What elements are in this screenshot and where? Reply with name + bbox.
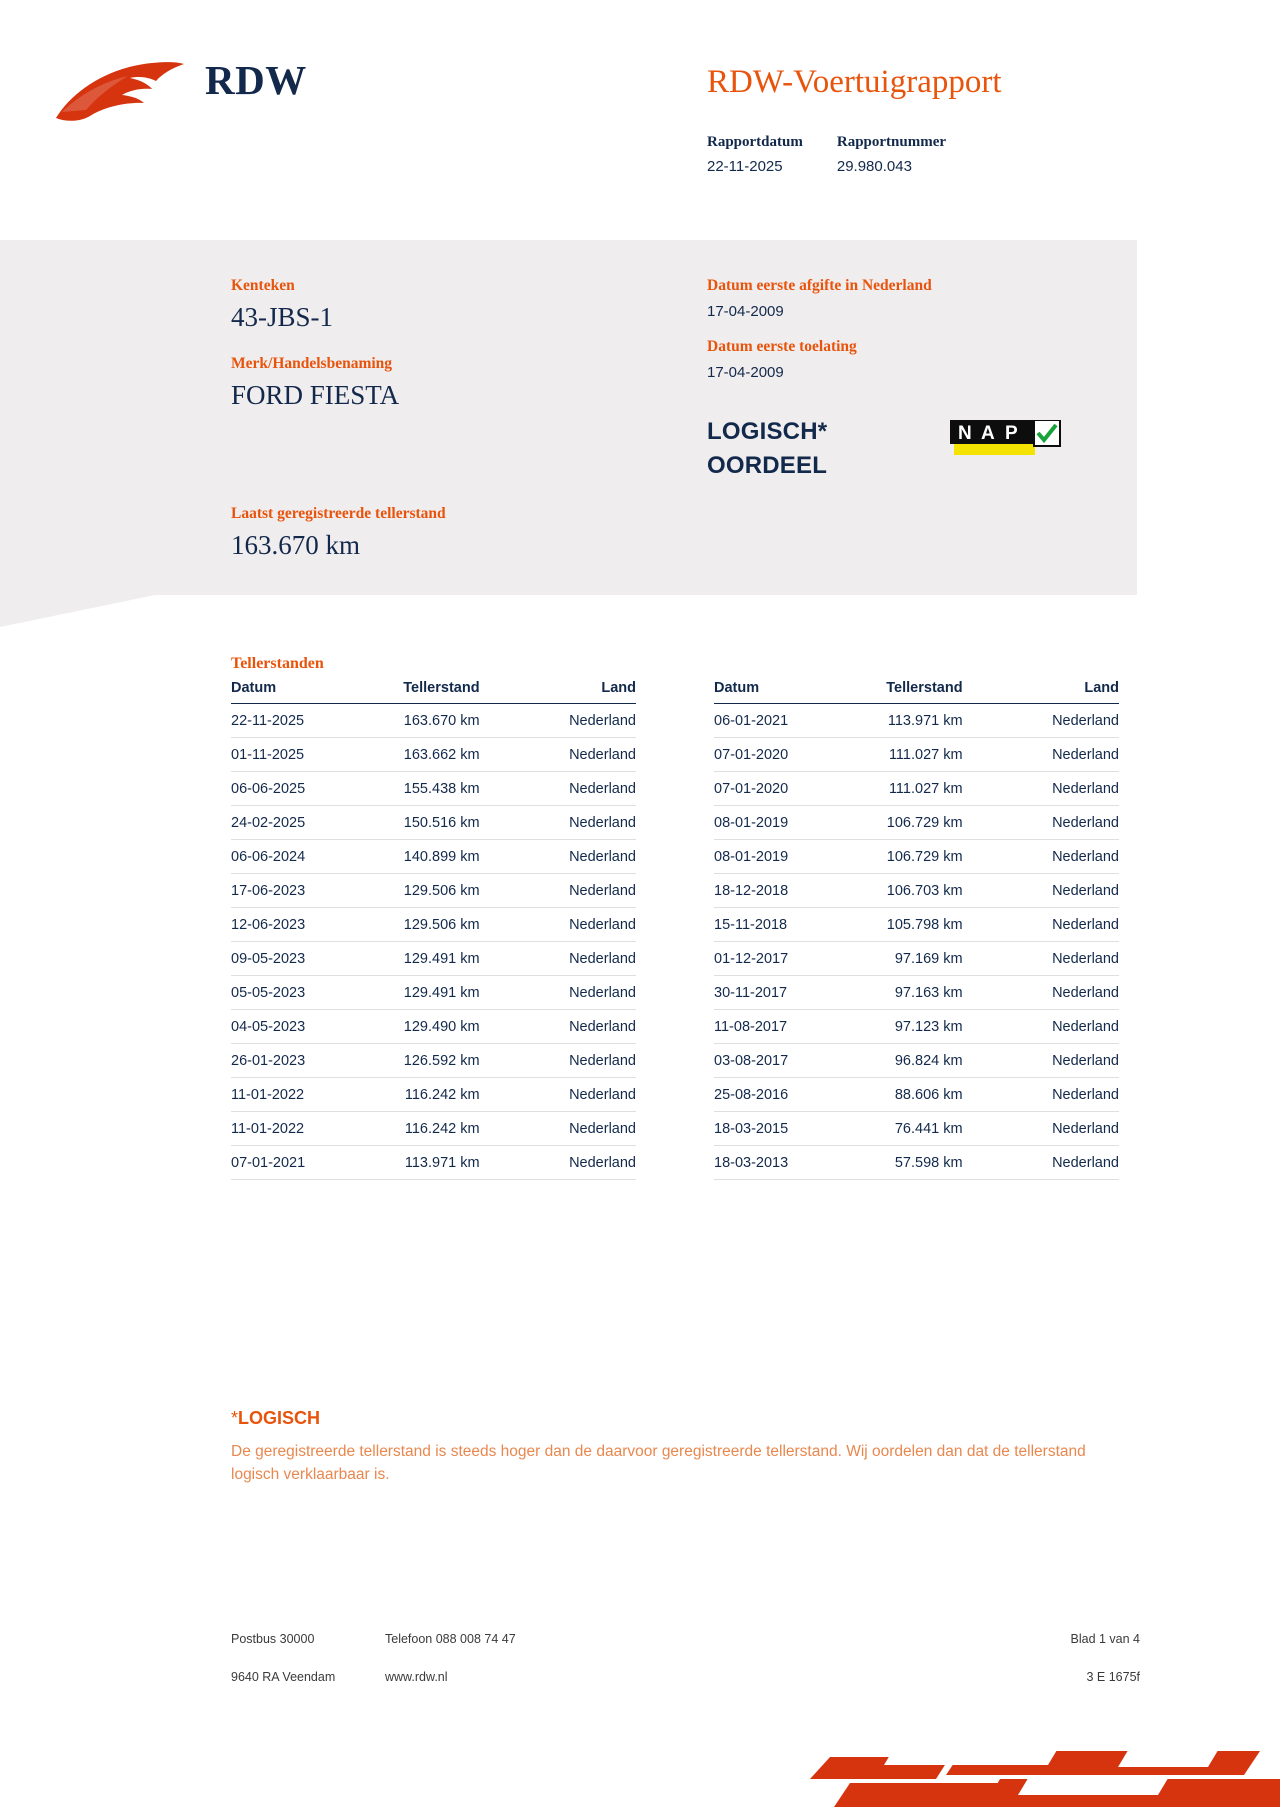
cell-land: Nederland [538, 1044, 636, 1078]
column-header-tellerstand: Tellerstand [823, 680, 1020, 704]
cell-tellerstand: 106.729 km [823, 806, 1020, 840]
cell-tellerstand: 129.506 km [340, 908, 537, 942]
table-row [714, 1112, 1119, 1146]
cell-land: Nederland [538, 976, 636, 1010]
cell-tellerstand: 140.899 km [340, 840, 537, 874]
table-row [714, 942, 1119, 976]
cell-tellerstand: 155.438 km [340, 772, 537, 806]
table-row [231, 1044, 636, 1078]
report-meta [707, 134, 970, 175]
report-number-block [837, 134, 946, 175]
cell-datum: 18-03-2013 [714, 1146, 823, 1180]
cell-land: Nederland [538, 772, 636, 806]
vehicle-summary-content [0, 240, 1137, 595]
column-header-datum: Datum [231, 680, 340, 704]
cell-tellerstand: 116.242 km [340, 1112, 537, 1146]
table-row [714, 772, 1119, 806]
cell-datum: 25-08-2016 [714, 1078, 823, 1112]
report-number-value: 29.980.043 [836, 158, 912, 175]
odometer-table-right [714, 680, 1119, 1180]
table-row [231, 908, 636, 942]
cell-datum: 08-01-2019 [714, 806, 823, 840]
verdict-text [707, 415, 827, 483]
cell-datum: 08-01-2019 [714, 840, 823, 874]
merk-block [231, 355, 631, 411]
table-row [231, 704, 636, 738]
document-header [0, 0, 1280, 205]
cell-land: Nederland [538, 874, 636, 908]
rdw-flame-logo-icon [52, 52, 187, 124]
cell-datum: 07-01-2020 [714, 772, 823, 806]
cell-tellerstand: 126.592 km [340, 1044, 537, 1078]
cell-land: Nederland [1021, 1010, 1119, 1044]
cell-datum: 01-12-2017 [714, 942, 823, 976]
cell-tellerstand: 150.516 km [340, 806, 537, 840]
table-row [231, 806, 636, 840]
cell-datum: 11-01-2022 [231, 1078, 340, 1112]
svg-text:N: N [958, 423, 972, 444]
cell-tellerstand: 129.506 km [340, 874, 537, 908]
footer-website[interactable]: www.rdw.nl [385, 1670, 448, 1684]
cell-tellerstand: 163.670 km [340, 704, 537, 738]
footer-city: 9640 RA Veendam [231, 1670, 336, 1684]
odometer-table-left [231, 680, 636, 1180]
last-odometer-value: 163.670 km [231, 530, 361, 560]
footnote-title [231, 1408, 1141, 1429]
column-header-land: Land [538, 680, 636, 704]
table-row [714, 840, 1119, 874]
cell-land: Nederland [1021, 1044, 1119, 1078]
section-title-tellerstanden: Tellerstanden [231, 655, 324, 672]
table-row [714, 908, 1119, 942]
table-row [714, 806, 1119, 840]
cell-tellerstand: 105.798 km [823, 908, 1020, 942]
verdict-line-1: LOGISCH* [707, 418, 828, 445]
cell-land: Nederland [1021, 942, 1119, 976]
cell-land: Nederland [538, 738, 636, 772]
last-odometer-block [231, 505, 446, 561]
table-row [714, 976, 1119, 1010]
kenteken-value: 43-JBS-1 [231, 302, 334, 332]
cell-land: Nederland [1021, 1078, 1119, 1112]
nap-badge [950, 420, 1065, 462]
cell-tellerstand: 97.163 km [823, 976, 1020, 1010]
table-row [714, 1010, 1119, 1044]
cell-land: Nederland [1021, 704, 1119, 738]
cell-datum: 11-08-2017 [714, 1010, 823, 1044]
kenteken-block [231, 277, 631, 333]
cell-land: Nederland [538, 704, 636, 738]
cell-datum: 30-11-2017 [714, 976, 823, 1010]
table-row [714, 1044, 1119, 1078]
cell-datum: 06-06-2024 [231, 840, 340, 874]
footer-form-code: 3 E 1675f [1086, 1670, 1140, 1684]
cell-land: Nederland [538, 806, 636, 840]
cell-datum: 05-05-2023 [231, 976, 340, 1010]
column-header-datum: Datum [714, 680, 823, 704]
cell-land: Nederland [1021, 772, 1119, 806]
cell-tellerstand: 57.598 km [823, 1146, 1020, 1180]
cell-land: Nederland [538, 1010, 636, 1044]
cell-tellerstand: 111.027 km [823, 738, 1020, 772]
cell-tellerstand: 106.703 km [823, 874, 1020, 908]
cell-land: Nederland [1021, 976, 1119, 1010]
table-row [714, 704, 1119, 738]
cell-tellerstand: 111.027 km [823, 772, 1020, 806]
cell-tellerstand: 97.123 km [823, 1010, 1020, 1044]
panel-corner-decoration [0, 595, 155, 627]
cell-tellerstand: 129.490 km [340, 1010, 537, 1044]
first-admission-label: Datum eerste toelating [707, 338, 857, 355]
cell-datum: 06-01-2021 [714, 704, 823, 738]
cell-tellerstand: 113.971 km [823, 704, 1020, 738]
cell-tellerstand: 76.441 km [823, 1112, 1020, 1146]
cell-tellerstand: 88.606 km [823, 1078, 1020, 1112]
column-header-land: Land [1021, 680, 1119, 704]
cell-datum: 24-02-2025 [231, 806, 340, 840]
table-row [714, 738, 1119, 772]
cell-datum: 04-05-2023 [231, 1010, 340, 1044]
cell-datum: 01-11-2025 [231, 738, 340, 772]
last-odometer-label: Laatst geregistreerde tellerstand [231, 505, 446, 522]
cell-land: Nederland [1021, 806, 1119, 840]
cell-land: Nederland [538, 1078, 636, 1112]
cell-land: Nederland [1021, 840, 1119, 874]
cell-datum: 12-06-2023 [231, 908, 340, 942]
cell-datum: 26-01-2023 [231, 1044, 340, 1078]
table-row [231, 1112, 636, 1146]
odometer-right-body [714, 704, 1119, 1180]
table-row [714, 1146, 1119, 1180]
svg-text:A: A [981, 423, 995, 444]
footnote-body: De geregistreerde tellerstand is steeds hoger dan de daarvoor geregistreerde tellerstand. Wij oordelen dan dat de tellerstand logisch verklaarbaar is. [231, 1443, 1086, 1484]
cell-land: Nederland [1021, 1146, 1119, 1180]
merk-label: Merk/Handelsbenaming [231, 355, 393, 372]
cell-land: Nederland [538, 840, 636, 874]
cell-land: Nederland [538, 1146, 636, 1180]
svg-text:P: P [1005, 423, 1018, 444]
table-row [231, 942, 636, 976]
report-number-label: Rapportnummer [836, 134, 947, 150]
footer-postbus: Postbus 30000 [231, 1632, 315, 1646]
cell-land: Nederland [538, 942, 636, 976]
cell-datum: 18-03-2015 [714, 1112, 823, 1146]
cell-datum: 03-08-2017 [714, 1044, 823, 1078]
first-registration-nl-value: 17-04-2009 [707, 303, 784, 320]
cell-land: Nederland [538, 1112, 636, 1146]
verdict-line-2: OORDEEL [707, 452, 828, 480]
vehicle-dates-column [707, 277, 1107, 399]
cell-tellerstand: 96.824 km [823, 1044, 1020, 1078]
cell-tellerstand: 116.242 km [340, 1078, 537, 1112]
table-row [231, 840, 636, 874]
merk-value: FORD FIESTA [231, 380, 400, 410]
cell-datum: 11-01-2022 [231, 1112, 340, 1146]
cell-tellerstand: 129.491 km [340, 942, 537, 976]
cell-tellerstand: 163.662 km [340, 738, 537, 772]
cell-tellerstand: 129.491 km [340, 976, 537, 1010]
footer-phone: Telefoon 088 008 74 47 [385, 1632, 516, 1646]
rdw-wordmark: RDW [205, 57, 307, 103]
first-admission-value: 17-04-2009 [707, 364, 784, 381]
rdw-footer-stripes-icon [700, 1717, 1280, 1812]
page-title: RDW-Voertuigrapport [707, 64, 1002, 100]
first-admission-block [707, 338, 1107, 381]
cell-land: Nederland [538, 908, 636, 942]
footer-page-column [860, 1632, 1140, 1684]
cell-land: Nederland [1021, 1112, 1119, 1146]
footnote [231, 1408, 1141, 1487]
vehicle-identity-column [231, 277, 631, 433]
cell-datum: 09-05-2023 [231, 942, 340, 976]
cell-tellerstand: 97.169 km [823, 942, 1020, 976]
cell-land: Nederland [1021, 908, 1119, 942]
kenteken-label: Kenteken [231, 277, 295, 294]
first-registration-nl-block [707, 277, 1107, 320]
rdw-logo [52, 52, 307, 124]
table-header-row [714, 680, 1119, 704]
odometer-left-body [231, 704, 636, 1180]
footer-page-number: Blad 1 van 4 [1070, 1632, 1140, 1646]
table-row [231, 874, 636, 908]
report-date-label: Rapportdatum [707, 134, 803, 150]
cell-datum: 18-12-2018 [714, 874, 823, 908]
footnote-title-text: LOGISCH [238, 1408, 321, 1428]
first-registration-nl-label: Datum eerste afgifte in Nederland [707, 277, 932, 294]
cell-land: Nederland [1021, 738, 1119, 772]
cell-datum: 06-06-2025 [231, 772, 340, 806]
table-row [714, 874, 1119, 908]
table-row [231, 1078, 636, 1112]
footer-address-column [231, 1632, 335, 1684]
table-row [231, 976, 636, 1010]
footer-contact-column [385, 1632, 516, 1684]
table-row [231, 772, 636, 806]
cell-datum: 17-06-2023 [231, 874, 340, 908]
cell-land: Nederland [1021, 874, 1119, 908]
table-header-row [231, 680, 636, 704]
report-date-block [707, 134, 803, 175]
table-row [231, 1010, 636, 1044]
cell-tellerstand: 106.729 km [823, 840, 1020, 874]
table-row [231, 738, 636, 772]
cell-datum: 22-11-2025 [231, 704, 340, 738]
cell-datum: 15-11-2018 [714, 908, 823, 942]
cell-tellerstand: 113.971 km [340, 1146, 537, 1180]
column-header-tellerstand: Tellerstand [340, 680, 537, 704]
footnote-star: * [231, 1408, 239, 1428]
table-row [714, 1078, 1119, 1112]
cell-datum: 07-01-2021 [231, 1146, 340, 1180]
report-date-value: 22-11-2025 [707, 158, 783, 175]
table-row [231, 1146, 636, 1180]
cell-datum: 07-01-2020 [714, 738, 823, 772]
